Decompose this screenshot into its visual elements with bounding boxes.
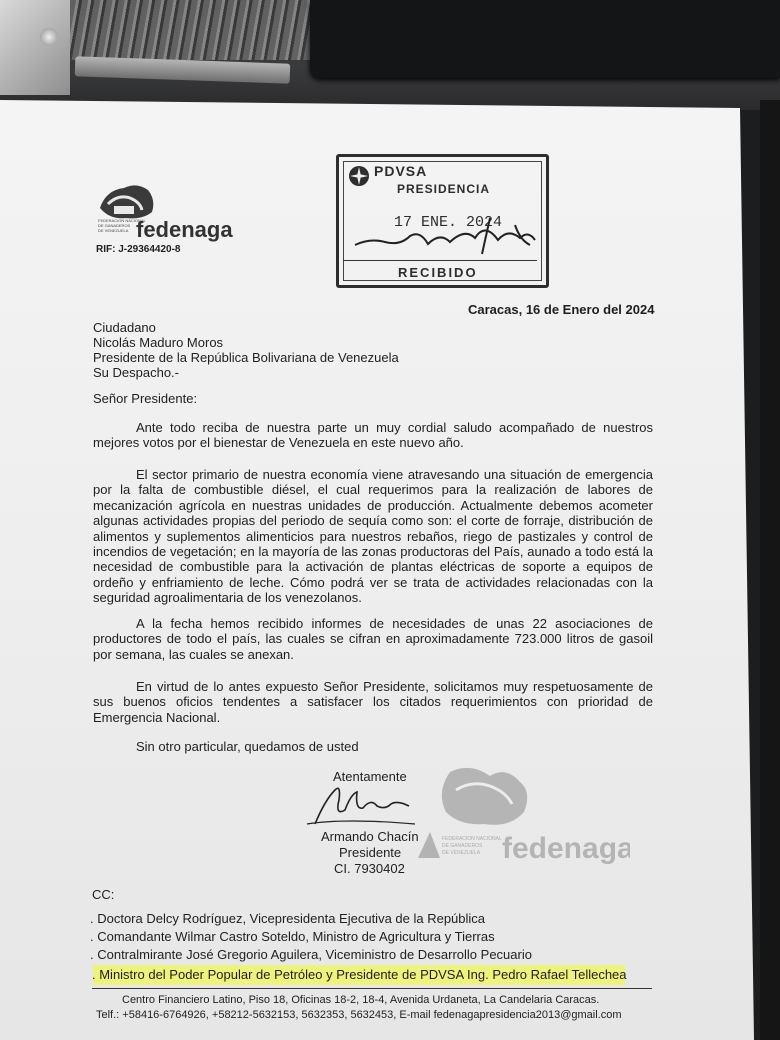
cc-label: CC: bbox=[92, 887, 115, 902]
cc-item-4: . Ministro del Poder Popular de Petróleo y Presidente de PDVSA Ing. Pedro Rafael Tellechea bbox=[92, 967, 627, 982]
cc-item-2: . Comandante Wilmar Castro Soteldo, Ministro de Agricultura y Tierras bbox=[90, 929, 495, 944]
stamp-signature bbox=[350, 210, 540, 260]
cc-item-3: . Contralmirante José Gregorio Aguilera, Viceministro de Desarrollo Pecuario bbox=[90, 947, 532, 962]
closing-greeting: Atentamente bbox=[333, 769, 407, 784]
recipient-line-4: Su Despacho.- bbox=[93, 365, 179, 380]
paragraph-closing: Sin otro particular, quedamos de usted bbox=[136, 739, 359, 754]
fedenaga-seal bbox=[410, 762, 630, 872]
org-name: fedenaga bbox=[136, 217, 233, 242]
spring-coil bbox=[70, 0, 310, 60]
svg-text:DE GANADEROS: DE GANADEROS bbox=[442, 843, 483, 849]
letter-date: Caracas, 16 de Enero del 2024 bbox=[468, 302, 655, 317]
stamp-status: RECIBIDO bbox=[398, 265, 478, 280]
salutation: Señor Presidente: bbox=[93, 391, 198, 406]
metal-stapler bbox=[0, 0, 70, 95]
stamp-department: PRESIDENCIA bbox=[397, 182, 491, 196]
pdvsa-sun-icon bbox=[348, 165, 370, 187]
signer-name: Armando Chacín bbox=[321, 829, 419, 844]
signature bbox=[305, 780, 425, 830]
footer-address: Centro Financiero Latino, Piso 18, Oficinas 18-2, 18-4, Avenida Urdaneta, La Candelaria Caracas. bbox=[122, 994, 600, 1006]
stamp-company: PDVSA bbox=[374, 163, 428, 179]
screw bbox=[40, 28, 58, 46]
footer-rule bbox=[92, 988, 652, 989]
rif-number: RIF: J-29364420-8 bbox=[96, 244, 181, 255]
laptop bbox=[310, 0, 780, 78]
svg-text:DE VENEZUELA: DE VENEZUELA bbox=[98, 228, 129, 233]
signer-title: Presidente bbox=[339, 845, 402, 860]
paragraph-2: El sector primario de nuestra economía viene atravesando una situación de emergencia por la falta de combustible diésel, el cual requerimos para la realización de labores de mecanización agrícola en nuestras unidades de producción. Actualmente debemos acometer algunas actividades propias del periodo de sequía como son: el corte de forraje, distribución de alimentos y suplementos alimenticios para nuestros rebaños, riego de pastizales y control de incendios de vegetación; en la mayoría de las zonas productoras del País, aunado a todo está la necesidad de combustible para la activación de plantas eléctricas de soporte a equipos de ordeño y enfriamiento de leche. Cómo podrá ver se trata de actividades relacionadas con la seguridad agroalimentaria de los venezolanos. bbox=[93, 467, 653, 606]
svg-text:fedenaga: fedenaga bbox=[502, 832, 630, 865]
svg-text:DE GANADEROS: DE GANADEROS bbox=[98, 223, 131, 228]
paragraph-4: En virtud de lo antes expuesto Señor Presidente, solicitamos muy respetuosamente de sus buenos oficios tendentes a satisfacer los citados requerimientos con prioridad de Emergencia Nacional. bbox=[93, 679, 653, 725]
paragraph-3: A la fecha hemos recibido informes de necesidades de unas 22 asociaciones de productores de todo el país, las cuales se cifran en aproximadamente 723.000 litros de gasoil por semana, las cuales se anexan. bbox=[93, 616, 653, 662]
signer-id: CI. 7930402 bbox=[334, 861, 405, 876]
recipient-line-3: Presidente de la República Bolivariana de Venezuela bbox=[93, 350, 399, 365]
footer-contact: Telf.: +58416-6764926, +58212-5632153, 5632353, 5632453, E-mail fedenagapresidencia2013@gmail.com bbox=[96, 1009, 622, 1021]
recipient-line-2: Nicolás Maduro Moros bbox=[93, 335, 224, 350]
svg-text:DE VENEZUELA: DE VENEZUELA bbox=[442, 850, 481, 856]
svg-text:FEDERACION NACIONAL: FEDERACION NACIONAL bbox=[442, 836, 502, 842]
paragraph-1: Ante todo reciba de nuestra parte un muy cordial saludo acompañado de nuestros mejores votos por el bienestar de Venezuela en este nuevo año. bbox=[93, 420, 653, 451]
svg-text:FEDERACION NACIONAL: FEDERACION NACIONAL bbox=[98, 218, 146, 223]
desk-edge bbox=[760, 100, 780, 1040]
stamp-rule bbox=[343, 260, 537, 261]
stamp-date: 17 ENE. 2024 bbox=[394, 214, 503, 231]
recipient-line-1: Ciudadano bbox=[93, 320, 156, 335]
cc-item-1: . Doctora Delcy Rodríguez, Vicepresidenta Ejecutiva de la República bbox=[90, 911, 486, 926]
